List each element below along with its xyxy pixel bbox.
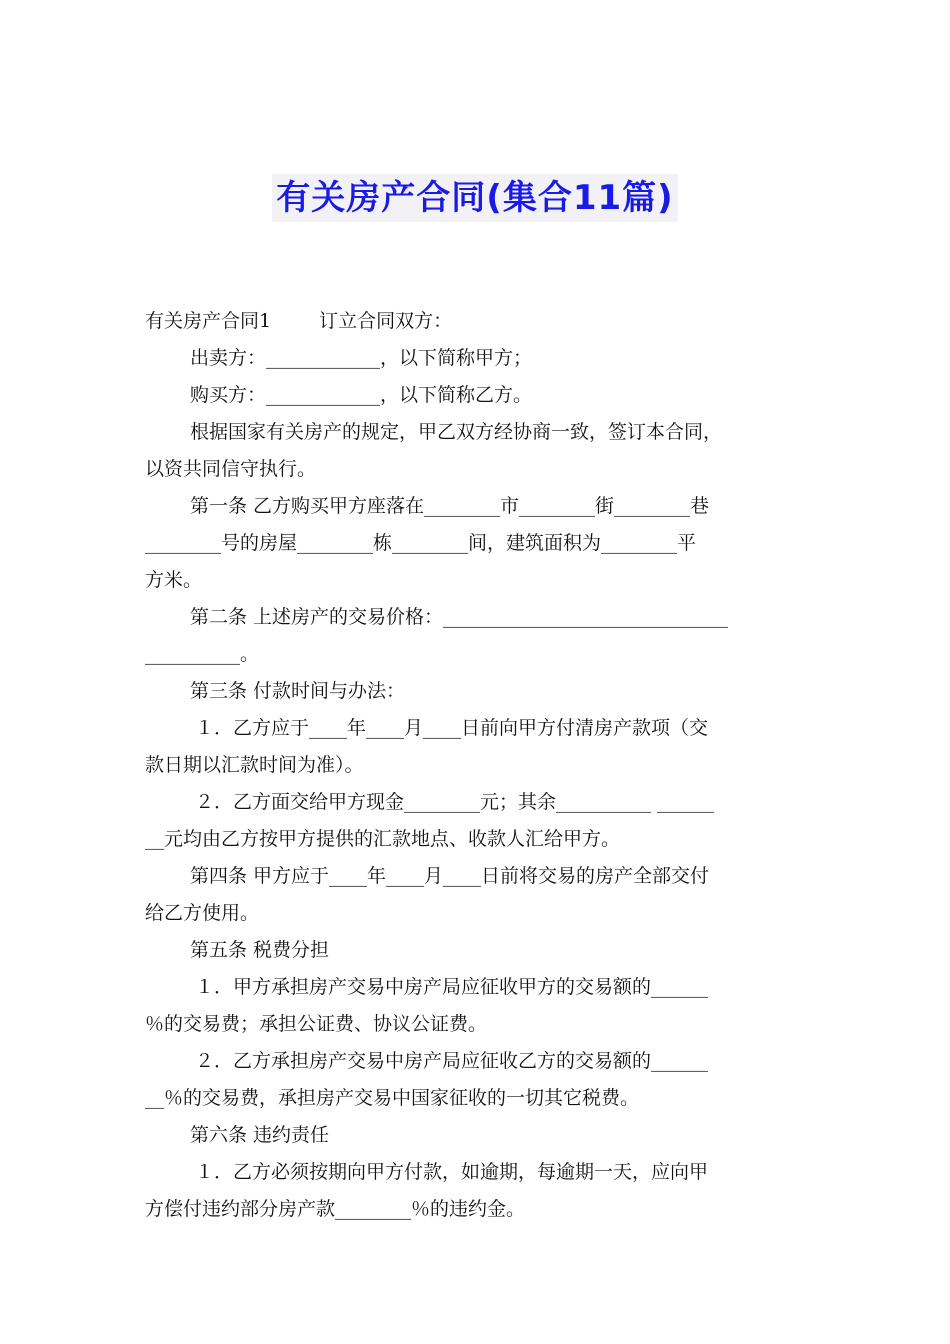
document-title <box>0 174 950 222</box>
preamble-line-1: 根据国家有关房产的规定，甲乙双方经协商一致，签订本合同， <box>190 421 723 443</box>
article-1-line-3: 方米。 <box>145 569 203 591</box>
contract-heading-line <box>145 303 807 340</box>
article-1-line-1: 第一条 乙方购买甲方座落在________市________街________巷 <box>190 495 710 517</box>
article-5-item-1-line-2: ％的交易费；承担公证费、协议公证费。 <box>145 1013 488 1035</box>
contract-number: 有关房产合同1 <box>145 310 272 332</box>
seller-line: 出卖方：____________，以下简称甲方； <box>190 347 533 369</box>
article-5-item-2-line-2: __％的交易费，承担房产交易中国家征收的一切其它税费。 <box>145 1087 640 1109</box>
article-2-line-2: __________。 <box>145 643 260 665</box>
article-4-line-1: 第四条 甲方应于____年____月____日前将交易的房产全部交付 <box>190 865 710 887</box>
article-2-line-1: 第二条 上述房产的交易价格：______________________________ <box>190 606 729 628</box>
article-5-item-2-line-1: ２．乙方承担房产交易中房产局应征收乙方的交易额的______ <box>195 1050 709 1072</box>
buyer-line: 购买方：____________，以下简称乙方。 <box>190 384 533 406</box>
article-6-item-1-line-1: １．乙方必须按期向甲方付款，如逾期，每逾期一天，应向甲 <box>195 1161 709 1183</box>
article-5-item-1-line-1: １．甲方承担房产交易中房产局应征收甲方的交易额的______ <box>195 976 709 998</box>
article-3-heading: 第三条 付款时间与办法： <box>190 680 406 702</box>
contract-body <box>145 303 807 1228</box>
preamble-line-2: 以资共同信守执行。 <box>145 458 317 480</box>
article-3-item-1-line-2: 款日期以汇款时间为准）。 <box>145 754 364 776</box>
parties-heading: 订立合同双方： <box>319 310 453 332</box>
article-6-item-1-line-2: 方偿付违约部分房产款________％的违约金。 <box>145 1198 526 1220</box>
article-3-item-2-line-1: ２．乙方面交给甲方现金________元；其余__________ ______ <box>195 791 715 813</box>
article-5-heading: 第五条 税费分担 <box>190 939 330 961</box>
document-title-text: 有关房产合同(集合11篇) <box>272 174 677 222</box>
article-1-line-2: ________号的房屋________栋________间，建筑面积为________平 <box>145 532 697 554</box>
article-3-item-1-line-1: １．乙方应于____年____月____日前向甲方付清房产款项（交 <box>195 717 709 739</box>
article-3-item-2-line-2: __元均由乙方按甲方提供的汇款地点、收款人汇给甲方。 <box>145 828 621 850</box>
article-4-line-2: 给乙方使用。 <box>145 902 260 924</box>
article-6-heading: 第六条 违约责任 <box>190 1124 330 1146</box>
